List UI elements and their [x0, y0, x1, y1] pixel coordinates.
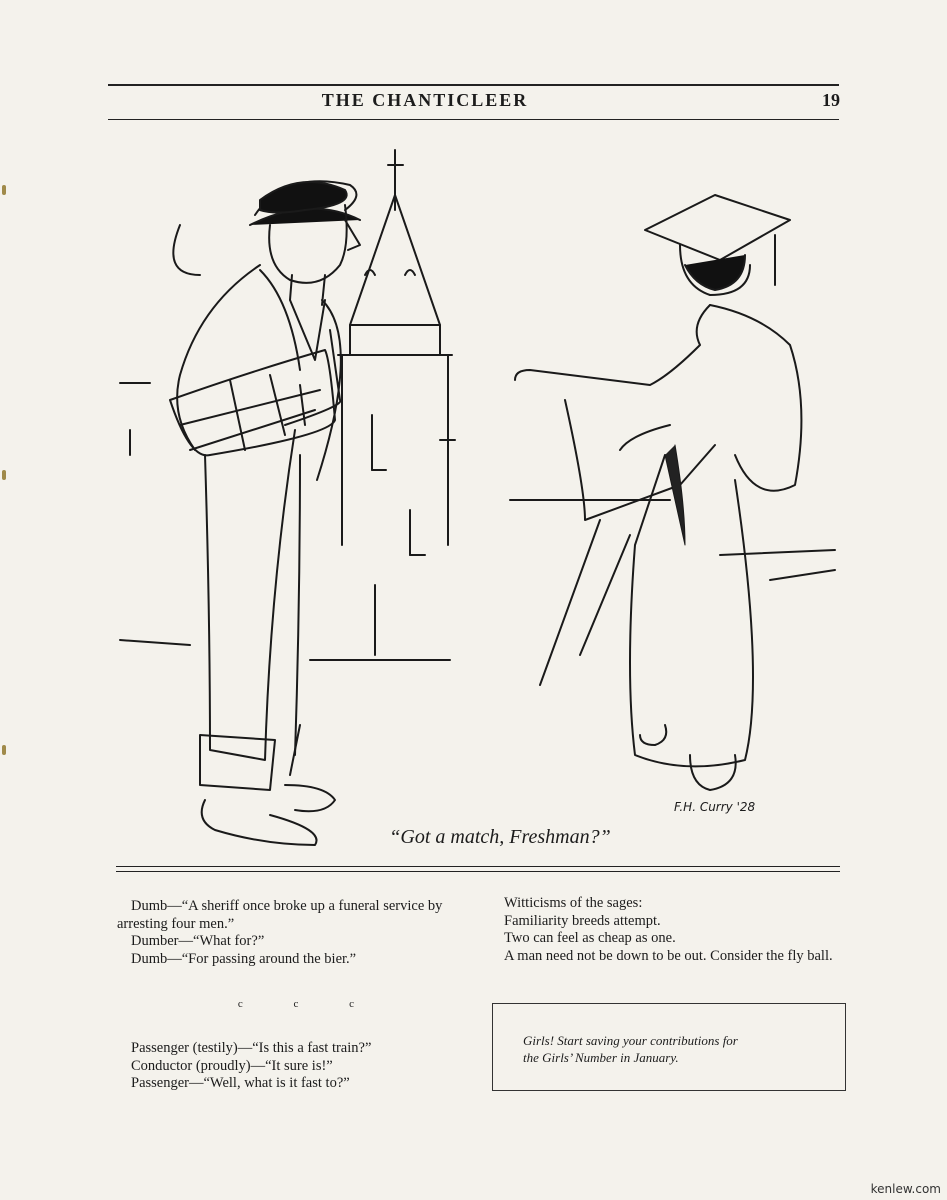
joke-fast-train [117, 1040, 475, 1093]
joke-line: Dumber—“What for?” [131, 933, 265, 949]
joke-line: Passenger (testily)—“Is this a fast train?” [131, 1040, 372, 1056]
ground-lines [510, 500, 835, 685]
joke-dumb-dumber [117, 898, 475, 968]
joke-line: Dumb—“A sheriff once broke up a funeral service by arresting four men.” [117, 898, 443, 932]
witticism-line: Witticisms of the sages: [504, 895, 643, 911]
witticism-line: Two can feel as cheap as one. [504, 930, 676, 946]
cartoon-illustration [110, 125, 850, 860]
artist-signature: F.H. Curry '28 [674, 800, 756, 814]
source-watermark: kenlew.com [870, 1182, 941, 1196]
chapel-drawing [120, 150, 455, 660]
magazine-title: THE CHANTICLEER [321, 90, 529, 110]
joke-line: Dumb—“For passing around the bier.” [131, 950, 357, 967]
joke-line: Conductor (proudly)—“It sure is!” [131, 1057, 333, 1074]
notice-text [523, 1032, 825, 1066]
binding-mark [2, 745, 6, 755]
girls-number-notice [492, 1003, 846, 1091]
witticism-line: Familiarity breeds attempt. [504, 912, 661, 929]
freshman-figure [170, 181, 360, 845]
section-rule-bottom [116, 871, 840, 872]
notice-line-1: Girls! Start saving your contributions for [523, 1033, 738, 1048]
joke-separator: c c c [237, 998, 379, 1010]
section-rule-top [116, 866, 840, 867]
notice-line-2: the Girls’ Number in January. [523, 1050, 679, 1065]
header-bottom-rule [108, 119, 839, 120]
witticisms-block [490, 895, 848, 965]
graduate-figure [515, 195, 801, 790]
witticism-line: A man need not be down to be out. Consider the fly ball. [504, 947, 833, 964]
joke-line: Passenger—“Well, what is it fast to?” [131, 1075, 350, 1091]
binding-mark [2, 185, 6, 195]
header-top-rule [108, 84, 839, 86]
cartoon-caption: “Got a match, Freshman?” [389, 826, 611, 848]
page-number: 19 [822, 90, 840, 110]
binding-mark [2, 470, 6, 480]
